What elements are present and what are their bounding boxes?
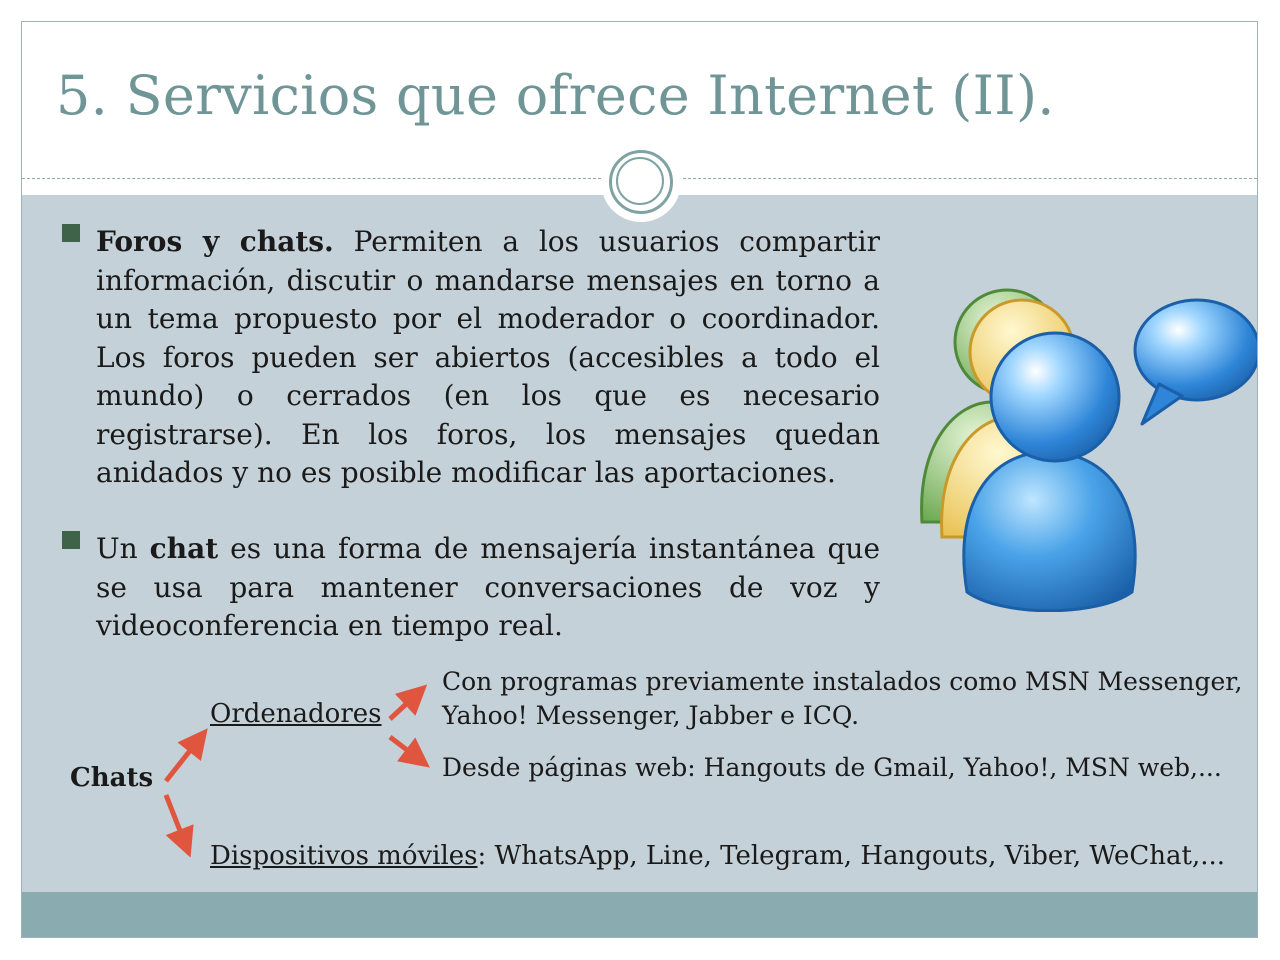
page-title: 5. Servicios que ofrece Internet (II).	[56, 64, 1055, 127]
chat-after: es una forma de mensajería instantánea que se usa para mantener conversaciones de voz y videoconferencia en tiempo real.	[96, 532, 881, 642]
foros-text: Permiten a los usuarios compartir información, discutir o mandarse mensajes en torno a un tema propuesto por el moderador o coordinador. Los foros pueden ser abiertos (accesibles a todo el mundo) o cerrados (en los que es necesario registrarse). En los foros, los mensajes quedan anidados y no es posible modificar las aportaciones.	[96, 225, 880, 489]
slide	[21, 21, 1258, 938]
arrow-to-ordenadores	[166, 738, 200, 781]
chat-before: Un	[96, 532, 150, 565]
diagram-ordenadores: Ordenadores	[210, 699, 382, 729]
footer-bar	[22, 892, 1257, 937]
arrow-to-programas	[390, 693, 418, 719]
moviles-label: Dispositivos móviles	[210, 841, 478, 871]
ring-inner	[609, 150, 673, 214]
diagram-web: Desde páginas web: Hangouts de Gmail, Yahoo!, MSN web,...	[442, 753, 1222, 782]
arrow-to-web	[390, 737, 420, 760]
diagram-root-chats: Chats	[70, 763, 154, 793]
diagram-programas-line1: Con programas previamente instalados como MSN Messenger,	[442, 667, 1243, 696]
chat-bold: chat	[149, 532, 219, 565]
double-ring-icon	[601, 142, 681, 222]
foros-lead: Foros y chats.	[96, 225, 334, 258]
diagram-programas-line2: Yahoo! Messenger, Jabber e ICQ.	[442, 701, 860, 730]
moviles-list: : WhatsApp, Line, Telegram, Hangouts, Viber, WeChat,...	[477, 841, 1226, 871]
arrow-to-moviles	[166, 795, 186, 846]
chat-users-icon	[897, 272, 1258, 612]
